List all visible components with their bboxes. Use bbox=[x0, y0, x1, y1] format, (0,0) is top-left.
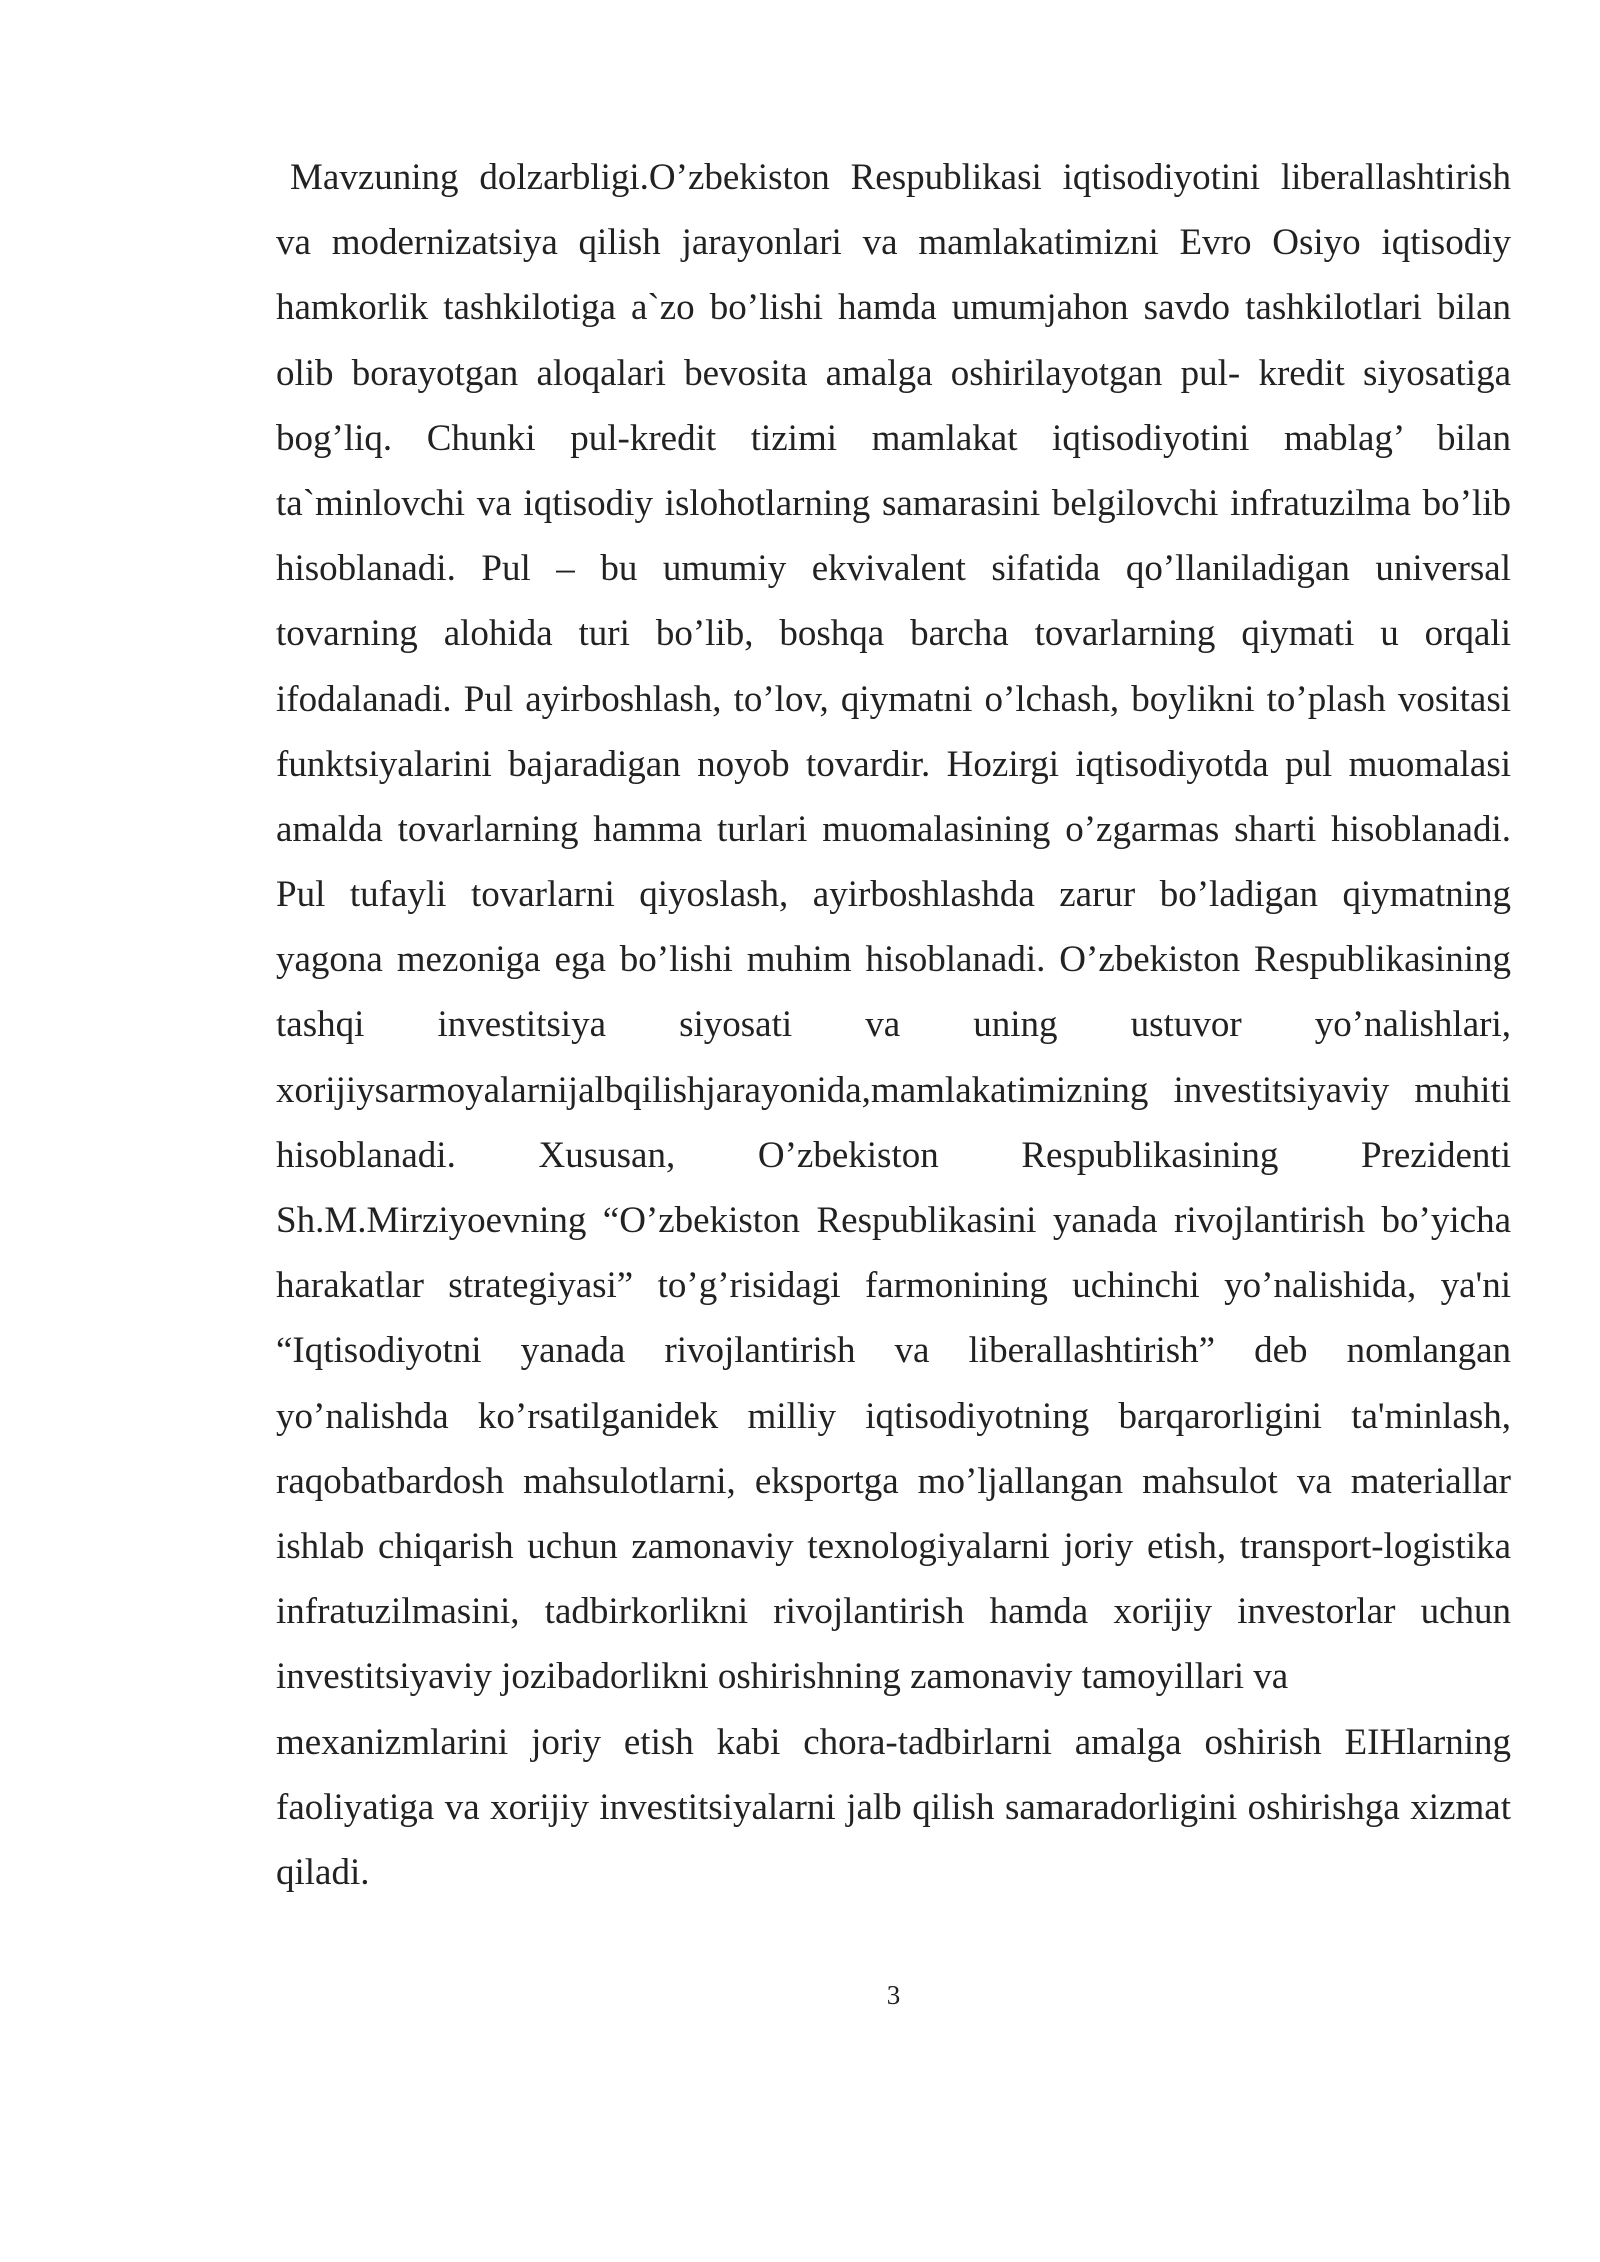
text-line: yo’nalishda ko’rsatilganidek milliy iqtisodiyotning barqarorligini ta'minlash, bbox=[276, 1395, 1511, 1437]
text-line: hamkorlik tashkilotiga a`zo bo’lishi hamda umumjahon savdo tashkilotlari bilan bbox=[276, 287, 1511, 329]
text-line: infratuzilmasini, tadbirkorlikni rivojlantirish hamda xorijiy investorlar uchun bbox=[276, 1591, 1511, 1633]
text-line: tashqi investitsiya siyosati va uning ustuvor yo’nalishlari, bbox=[276, 1004, 1511, 1046]
text-line: harakatlar strategiyasi” to’g’risidagi farmonining uchinchi yo’nalishida, ya'ni bbox=[276, 1265, 1511, 1307]
text-line: va modernizatsiya qilish jarayonlari va mamlakatimizni Evro Osiyo iqtisodiy bbox=[276, 222, 1511, 264]
text-line: Mavzuning dolzarbligi.O’zbekiston Respublikasi iqtisodiyotini liberallashtirish bbox=[290, 157, 1511, 198]
page-number: 3 bbox=[886, 1980, 901, 2010]
text-line: xorijiysarmoyalarnijalbqilishjarayonida,mamlakatimizning investitsiyaviy muhiti bbox=[276, 1069, 1511, 1111]
text-line: funktsiyalarini bajaradigan noyob tovardir. Hozirgi iqtisodiyotda pul muomalasi bbox=[276, 743, 1511, 785]
text-line: investitsiyaviy jozibadorlikni oshirishning zamonaviy tamoyillari va bbox=[276, 1656, 1289, 1698]
text-line: qiladi. bbox=[276, 1851, 370, 1893]
text-line: mexanizmlarini joriy etish kabi chora-tadbirlarni amalga oshirish EIHlarning bbox=[276, 1721, 1511, 1763]
text-line: ishlab chiqarish uchun zamonaviy texnologiyalarni joriy etish, transport-logistika bbox=[276, 1525, 1511, 1567]
text-line: ifodalanadi. Pul ayirboshlash, to’lov, qiymatni o’lchash, boylikni to’plash vositasi bbox=[276, 678, 1511, 720]
text-line: Sh.M.Mirziyoevning “O’zbekiston Respublikasini yanada rivojlantirish bo’yicha bbox=[276, 1200, 1511, 1241]
text-line: raqobatbardosh mahsulotlarni, eksportga mo’ljallangan mahsulot va materiallar bbox=[276, 1460, 1511, 1502]
text-line: hisoblanadi. Xususan, O’zbekiston Respublikasining Prezidenti bbox=[276, 1134, 1511, 1176]
text-line: olib borayotgan aloqalari bevosita amalga oshirilayotgan pul- kredit siyosatiga bbox=[276, 352, 1511, 394]
text-line: “Iqtisodiyotni yanada rivojlantirish va liberallashtirish” deb nomlangan bbox=[276, 1330, 1511, 1372]
text-line: bog’liq. Chunki pul-kredit tizimi mamlakat iqtisodiyotini mablag’ bilan bbox=[276, 417, 1511, 459]
text-line: ta`minlovchi va iqtisodiy islohotlarning samarasini belgilovchi infratuzilma bo’lib bbox=[276, 482, 1511, 524]
body-paragraph bbox=[276, 145, 1511, 1905]
text-line: hisoblanadi. Pul – bu umumiy ekvivalent sifatida qo’llaniladigan universal bbox=[276, 548, 1511, 590]
text-line: faoliyatiga va xorijiy investitsiyalarni jalb qilish samaradorligini oshirishga xizmat bbox=[276, 1786, 1511, 1828]
text-line: amalda tovarlarning hamma turlari muomalasining o’zgarmas sharti hisoblanadi. bbox=[276, 808, 1511, 850]
text-line: yagona mezoniga ega bo’lishi muhim hisoblanadi. O’zbekiston Respublikasining bbox=[276, 939, 1511, 981]
text-line: Pul tufayli tovarlarni qiyoslash, ayirboshlashda zarur bo’ladigan qiymatning bbox=[276, 874, 1511, 916]
text-line: tovarning alohida turi bo’lib, boshqa barcha tovarlarning qiymati u orqali bbox=[276, 613, 1511, 655]
